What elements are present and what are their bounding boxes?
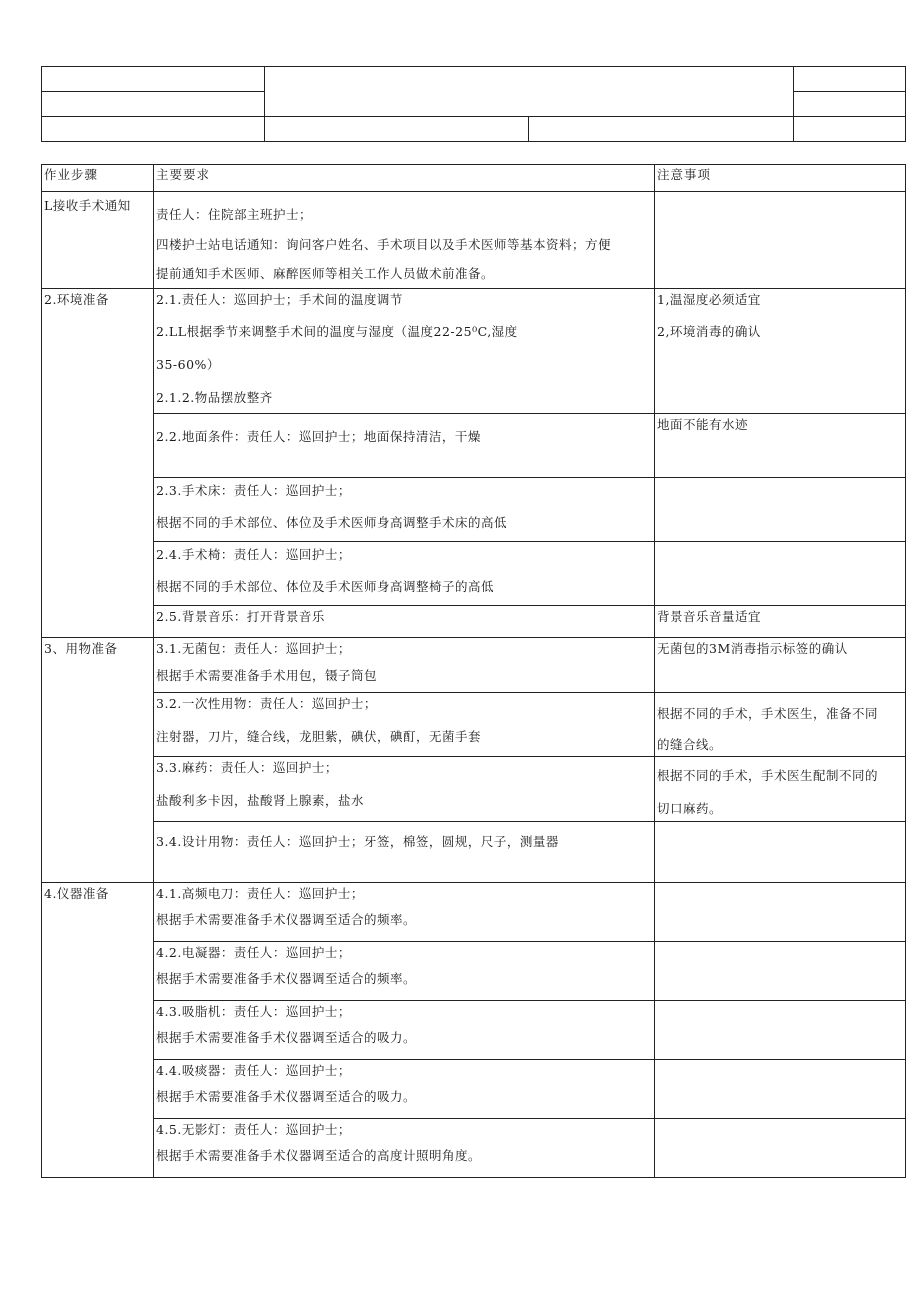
requirement-cell xyxy=(154,289,655,414)
note-cell xyxy=(655,606,906,638)
header-requirements: 主要要求 xyxy=(154,165,655,192)
requirement-cell xyxy=(154,822,655,883)
requirement-line: 4.1.高频电刀：责任人：巡回护士； xyxy=(156,886,364,901)
requirement-line: 2.4.手术椅：责任人：巡回护士； xyxy=(156,547,351,562)
note-cell xyxy=(655,192,906,289)
requirement-line: 3.4.设计用物：责任人：巡回护士；牙签，棉签，圆规，尺子，测量器 xyxy=(156,834,559,849)
requirement-line: 2.LL根据季节来调整手术间的温度与湿度（温度22-25⁰C,湿度 xyxy=(156,324,518,339)
header-title-cell xyxy=(265,67,794,117)
note-cell xyxy=(655,478,906,542)
requirement-line: 注射器，刀片，缝合线，龙胆紫，碘伏，碘酊，无菌手套 xyxy=(156,729,482,744)
step-label: L接收手术通知 xyxy=(44,198,131,213)
note-line: 无菌包的3M消毒指示标签的确认 xyxy=(657,641,848,656)
requirement-cell xyxy=(154,414,655,478)
table-row xyxy=(42,822,906,883)
note-cell xyxy=(655,542,906,606)
header-cell-d2 xyxy=(794,92,906,117)
table-row xyxy=(42,192,906,289)
note-line: 切口麻药。 xyxy=(657,801,723,816)
header-cell-a2 xyxy=(42,92,265,117)
requirement-cell xyxy=(154,942,655,1001)
requirement-line: 根据手术需要准备手术仪器调至适合的高度计照明角度。 xyxy=(156,1148,482,1163)
table-row xyxy=(42,638,906,693)
header-cell-a3 xyxy=(42,117,265,142)
table-row xyxy=(42,757,906,822)
table-row xyxy=(42,1060,906,1119)
requirement-line: 盐酸利多卡因，盐酸肾上腺素，盐水 xyxy=(156,793,365,808)
step-label: 2.环境准备 xyxy=(44,292,109,307)
requirement-line: 根据手术需要准备手术用包，镊子筒包 xyxy=(156,668,378,683)
note-cell xyxy=(655,1001,906,1060)
step-cell xyxy=(42,289,154,638)
requirement-cell xyxy=(154,693,655,757)
requirement-line: 35-60%） xyxy=(156,357,220,372)
note-cell xyxy=(655,883,906,942)
note-cell xyxy=(655,693,906,757)
header-cell-a1 xyxy=(42,67,265,92)
step-label: 4.仪器准备 xyxy=(44,886,109,901)
table-row xyxy=(42,606,906,638)
note-cell xyxy=(655,1060,906,1119)
note-line: 的缝合线。 xyxy=(657,737,723,752)
note-line: 地面不能有水迹 xyxy=(657,417,749,432)
requirement-line: 2.1.责任人：巡回护士；手术间的温度调节 xyxy=(156,292,403,307)
requirement-line: 3.2.一次性用物：责任人：巡回护士； xyxy=(156,696,377,711)
requirement-line: 2.5.背景音乐：打开背景音乐 xyxy=(156,609,325,624)
requirement-line: 根据手术需要准备手术仪器调至适合的吸力。 xyxy=(156,1030,417,1045)
requirement-line: 4.3.吸脂机：责任人：巡回护士； xyxy=(156,1004,351,1019)
requirement-line: 根据不同的手术部位、体位及手术医师身高调整椅子的高低 xyxy=(156,579,495,594)
header-cell-c3 xyxy=(529,117,794,142)
table-row xyxy=(42,883,906,942)
table-row xyxy=(42,942,906,1001)
requirement-cell xyxy=(154,606,655,638)
header-cell-b3 xyxy=(265,117,529,142)
document-header-table xyxy=(41,66,906,142)
requirement-line: 2.2.地面条件：责任人：巡回护士；地面保持清洁，干燥 xyxy=(156,429,481,444)
note-cell xyxy=(655,942,906,1001)
table-row xyxy=(42,693,906,757)
requirement-line: 提前通知手术医师、麻醉医师等相关工作人员做术前准备。 xyxy=(156,266,495,281)
requirement-line: 4.2.电凝器：责任人：巡回护士； xyxy=(156,945,351,960)
requirement-cell xyxy=(154,1060,655,1119)
requirement-cell xyxy=(154,542,655,606)
requirement-line: 4.4.吸痰器：责任人：巡回护士； xyxy=(156,1063,351,1078)
requirement-line: 2.1.2.物品摆放整齐 xyxy=(156,390,273,405)
note-cell xyxy=(655,414,906,478)
step-label: 3、用物准备 xyxy=(44,641,118,656)
step-cell xyxy=(42,192,154,289)
step-cell xyxy=(42,638,154,883)
note-cell xyxy=(655,289,906,414)
requirement-line: 根据手术需要准备手术仪器调至适合的吸力。 xyxy=(156,1089,417,1104)
header-step: 作业步骤 xyxy=(42,165,154,192)
procedure-table xyxy=(41,164,906,1178)
note-cell xyxy=(655,1119,906,1178)
requirement-cell xyxy=(154,1119,655,1178)
note-cell xyxy=(655,638,906,693)
table-row xyxy=(42,1119,906,1178)
table-row xyxy=(42,289,906,414)
note-cell xyxy=(655,822,906,883)
table-row xyxy=(42,542,906,606)
requirement-line: 3.3.麻药：责任人：巡回护士； xyxy=(156,760,338,775)
requirement-line: 根据手术需要准备手术仪器调至适合的频率。 xyxy=(156,912,417,927)
requirement-line: 责任人：住院部主班护士； xyxy=(156,207,313,222)
table-row xyxy=(42,1001,906,1060)
requirement-line: 四楼护士站电话通知：询问客户姓名、手术项目以及手术医师等基本资料；方便 xyxy=(156,237,612,252)
header-notes: 注意事项 xyxy=(655,165,906,192)
note-line: 根据不同的手术，手术医生，准备不同 xyxy=(657,706,879,721)
note-line: 2,环境消毒的确认 xyxy=(657,324,761,339)
requirement-cell xyxy=(154,883,655,942)
table-row xyxy=(42,414,906,478)
note-line: 背景音乐音量适宜 xyxy=(657,609,762,624)
requirement-line: 4.5.无影灯：责任人：巡回护士； xyxy=(156,1122,351,1137)
note-line: 1,温湿度必须适宜 xyxy=(657,292,761,307)
note-cell xyxy=(655,757,906,822)
header-cell-d1 xyxy=(794,67,906,92)
table-header-row xyxy=(42,165,906,192)
requirement-cell xyxy=(154,1001,655,1060)
note-line: 根据不同的手术，手术医生配制不同的 xyxy=(657,768,879,783)
table-row xyxy=(42,478,906,542)
requirement-cell xyxy=(154,638,655,693)
requirement-cell xyxy=(154,192,655,289)
header-cell-d3 xyxy=(794,117,906,142)
requirement-cell xyxy=(154,478,655,542)
requirement-line: 根据手术需要准备手术仪器调至适合的频率。 xyxy=(156,971,417,986)
step-cell xyxy=(42,883,154,1178)
requirement-line: 3.1.无菌包：责任人：巡回护士； xyxy=(156,641,351,656)
requirement-line: 2.3.手术床：责任人：巡回护士； xyxy=(156,483,351,498)
requirement-line: 根据不同的手术部位、体位及手术医师身高调整手术床的高低 xyxy=(156,515,508,530)
requirement-cell xyxy=(154,757,655,822)
